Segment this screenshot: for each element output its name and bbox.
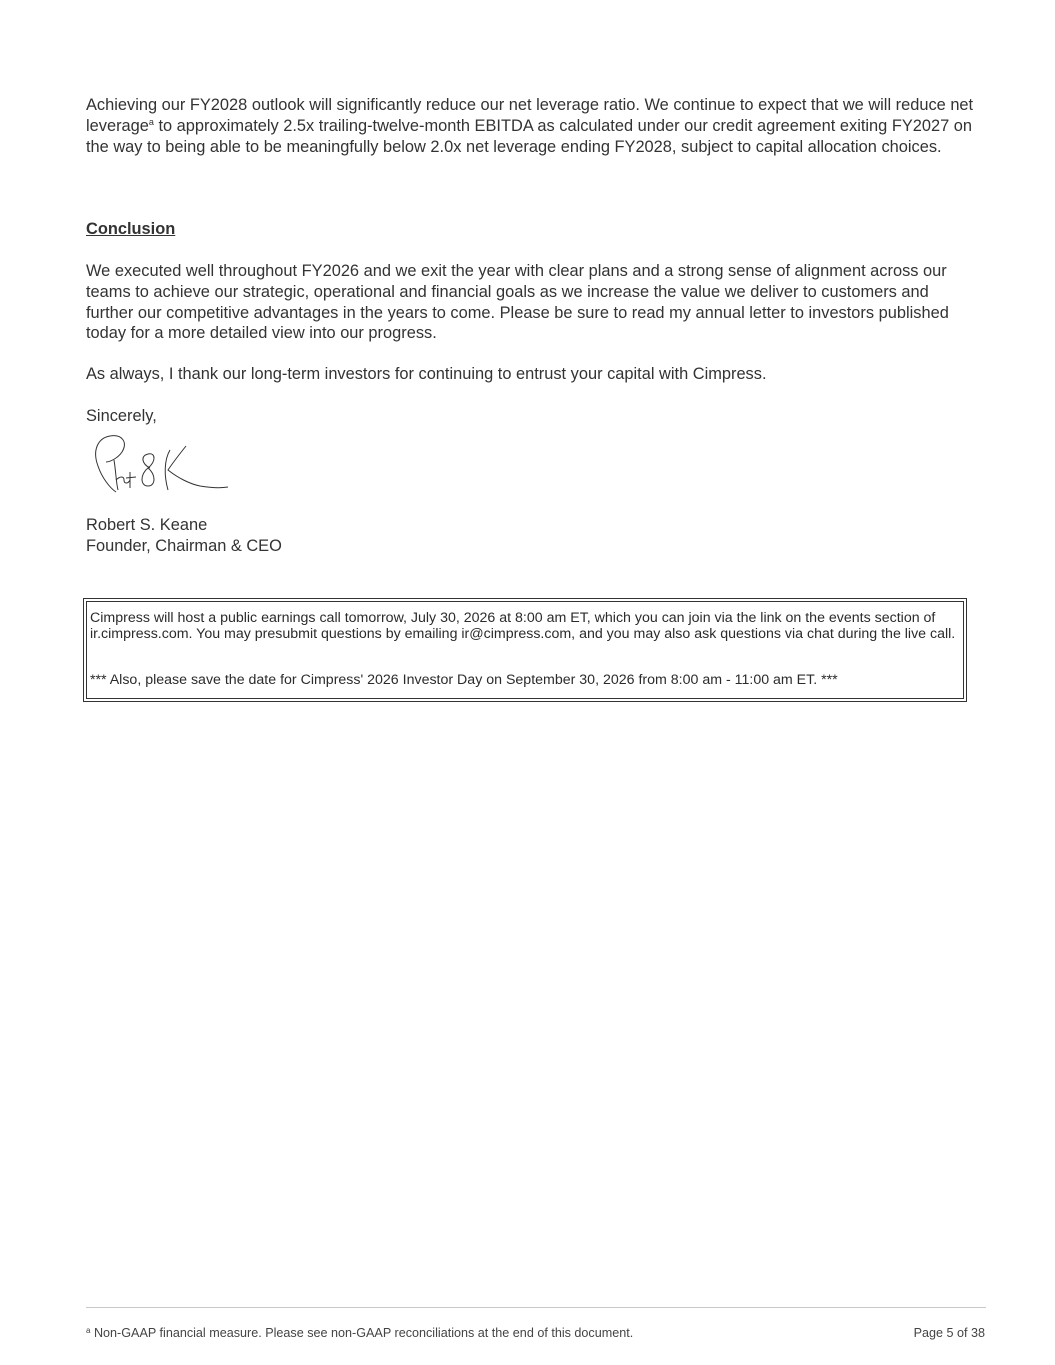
earnings-call-text: Cimpress will host a public earnings call tomorrow, July 30, 2026 at 8:00 am ET, which you can join via the link on the events section of ir.cimpress.com. You may presubmit questions by emailing ir@cimpress.com, and you may also ask questions via chat during the live call. [90, 610, 956, 642]
footnote [86, 1325, 633, 1341]
signature-image [90, 432, 232, 498]
conclusion-paragraph: We executed well throughout FY2026 and we exit the year with clear plans and a strong sense of alignment across our teams to achieve our strategic, operational and financial goals as we increase the value we deliver to customers and further our competitive advantages in the years to come. Please be sure to read my annual letter to investors published today for a more detailed view into our progress. [86, 262, 949, 343]
signer-name: Robert S. Keane [86, 516, 208, 534]
footnote-marker-footer: a [86, 1326, 91, 1335]
footnote-marker: a [148, 116, 154, 127]
investor-day-text: *** Also, please save the date for Cimpress' 2026 Investor Day on September 30, 2026 from 8:00 am - 11:00 am ET. *** [90, 672, 838, 688]
closing-salutation: Sincerely, [86, 407, 157, 425]
outlook-text-part2: to approximately 2.5x trailing-twelve-month EBITDA as calculated under our credit agreement exiting FY2027 on the way to being able to be meaningfully below 2.0x net leverage ending FY2028, subject to capital allocation choices. [86, 116, 973, 156]
outlook-paragraph [86, 95, 976, 157]
footer-divider [86, 1307, 986, 1308]
conclusion-heading: Conclusion [86, 220, 176, 238]
footnote-text: Non-GAAP financial measure. Please see non-GAAP reconciliations at the end of this document. [90, 1326, 634, 1340]
page-number: Page 5 of 38 [913, 1326, 985, 1340]
signer-title: Founder, Chairman & CEO [86, 537, 282, 555]
thanks-paragraph: As always, I thank our long-term investors for continuing to entrust your capital with Cimpress. [86, 365, 767, 383]
outlook-text-part1: Achieving our FY2028 outlook will significantly reduce our net leverage ratio. We continue to expect that we will reduce net leverage [86, 96, 974, 135]
